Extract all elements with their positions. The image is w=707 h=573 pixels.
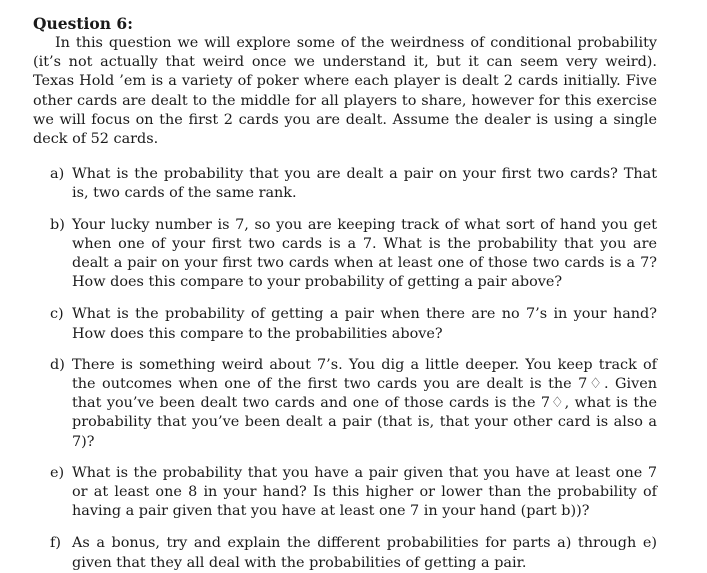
part-text: What is the probability that you are dealt a pair on your first two cards? That is, two cards of the same rank.: [72, 166, 657, 202]
part-label: a): [50, 166, 65, 183]
part-text: What is the probability that you have a pair given that you have at least one 7 or at least one 8 in your hand? Is this higher or lower than the probability of having a pair given that you have at least one 7 in your hand (part b))?: [72, 464, 657, 520]
question-intro: In this question we will explore some of the weirdness of conditional probability (it’s not actually that weird once we understand it, but it can seem very weird). Texas Hold ’em is a variety of poker where each player is dealt 2 cards initially. Five other cards are dealt to the middle for all players to share, however for this exercise we will focus on the first 2 cards you are dealt. Assume the dealer is using a single deck of 52 cards.: [33, 35, 657, 148]
part-text: Your lucky number is 7, so you are keeping track of what sort of hand you get when one of your first two cards is a 7. What is the probability that you are dealt a pair on your first two cards when at least one of those two cards is a 7? How does this compare to your probability of getting a pair above?: [72, 216, 657, 291]
part-e: [50, 464, 657, 522]
part-b: [50, 216, 657, 293]
part-label: f): [50, 535, 61, 552]
part-label: b): [50, 216, 65, 233]
part-label: e): [50, 464, 65, 481]
part-text: What is the probability of getting a pair when there are no 7’s in your hand? How does this compare to the probabilities above?: [72, 306, 657, 342]
part-label: d): [50, 356, 65, 373]
question-title: Question 6:: [33, 14, 133, 33]
part-text: As a bonus, try and explain the different probabilities for parts a) through e) given that they all deal with the probabilities of getting a pair.: [72, 535, 657, 571]
part-text: There is something weird about 7’s. You dig a little deeper. You keep track of the outcomes when one of the first two cards you are dealt is the 7♢. Given that you’ve been dealt two cards and one of those cards is the 7♢, what is the probability that you’ve been dealt a pair (that is, that your other card is also a 7)?: [72, 356, 657, 450]
part-a: [50, 165, 657, 203]
part-d: [50, 356, 657, 452]
question-parts-list: [33, 165, 657, 573]
part-label: c): [50, 306, 64, 323]
part-c: [50, 305, 657, 343]
part-f: [50, 534, 657, 572]
